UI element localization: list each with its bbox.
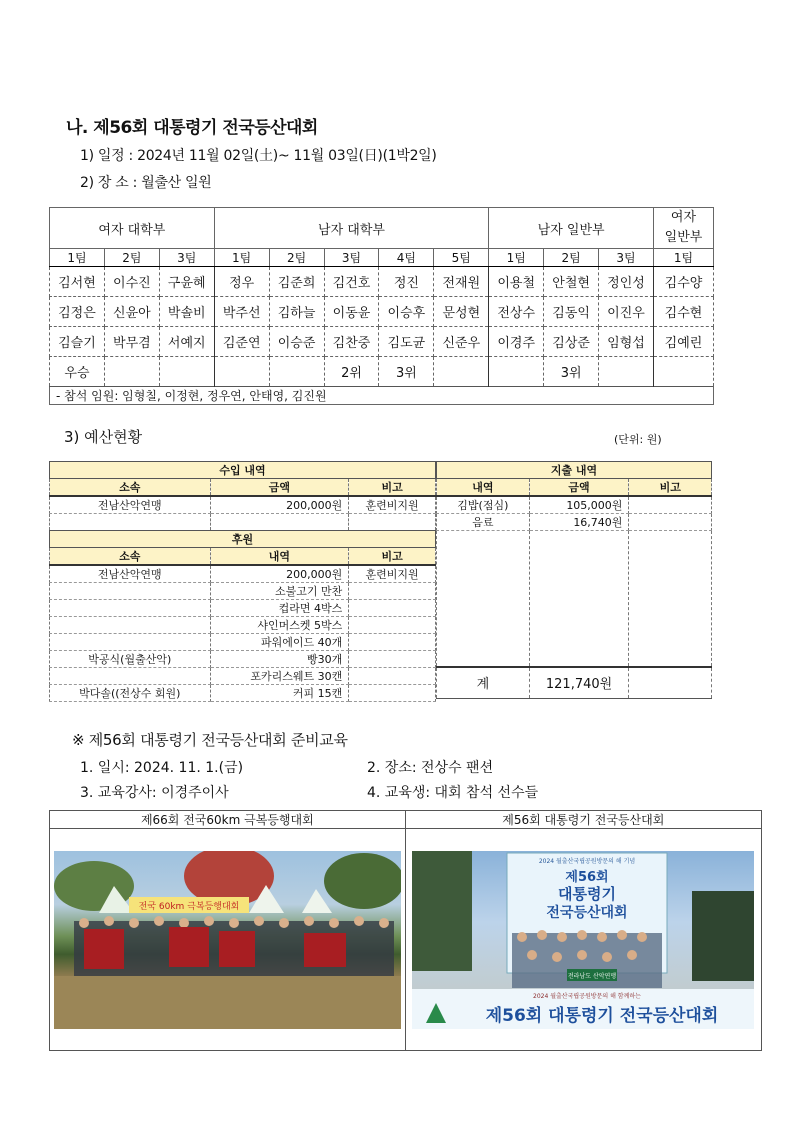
team-member-cell: 김찬중: [324, 327, 379, 357]
team-member-cell: 김도균: [379, 327, 434, 357]
expense-header-item: 내역: [437, 479, 530, 497]
expense-header-note: 비고: [629, 479, 712, 497]
expense-title: 지출 내역: [437, 462, 712, 479]
education-instructor: 3. 교육강사: 이경주이사: [80, 785, 229, 801]
team-roster-table: [49, 207, 714, 405]
team-member-cell: 김준연: [214, 327, 269, 357]
team-member-cell: 정진: [379, 267, 434, 297]
team-result-cell: 2위: [324, 357, 379, 387]
team-result-cell: [653, 357, 713, 387]
sponsor-row: 전남산악연맹 200,000원 훈련비지원: [50, 565, 436, 583]
sponsor-header-note: 비고: [349, 548, 436, 566]
sponsor-row: 파워에이드 40개: [50, 634, 436, 651]
schedule-line: 1) 일정 : 2024년 11월 02일(土)~ 11월 03일(日)(1박2일): [80, 148, 437, 164]
team-result-cell: 우승: [50, 357, 105, 387]
team-label: 1팀: [214, 249, 269, 267]
team-member-cell: 이용철: [489, 267, 544, 297]
team-label: 3팀: [159, 249, 214, 267]
group-women-univ: 여자 대학부: [50, 208, 215, 249]
team-label: 4팀: [379, 249, 434, 267]
team-member-cell: 김동익: [544, 297, 599, 327]
right-photo-illustration: [412, 851, 754, 1029]
right-sign-small-text: 2024 월출산국립공원방문의 해 기념: [539, 857, 636, 865]
education-place: 2. 장소: 전상수 팬션: [367, 760, 494, 776]
left-banner-text: 전국 60km 극복등행대회: [138, 901, 240, 912]
section-heading: 나. 제56회 대통령기 전국등산대회: [66, 118, 318, 138]
income-row: 전남산악연맹 200,000원 훈련비지원: [50, 496, 436, 514]
team-member-cell: 이승후: [379, 297, 434, 327]
right-sign-line2: 대통령기: [558, 884, 617, 903]
expense-table: [436, 461, 712, 699]
income-table: [49, 461, 436, 702]
team-member-cell: 정인성: [599, 267, 654, 297]
attending-officials-note: - 참석 임원: 임형칠, 이정현, 정우연, 안태영, 김진원: [50, 387, 714, 405]
team-label: 3팀: [599, 249, 654, 267]
group-men-general: 남자 일반부: [489, 208, 654, 249]
sponsor-row: 컵라면 4박스: [50, 600, 436, 617]
place-line: 2) 장 소 : 월출산 일원: [80, 175, 212, 191]
education-title: ※ 제56회 대통령기 전국등산대회 준비교육: [72, 731, 348, 749]
team-member-cell: 이진우: [599, 297, 654, 327]
team-member-cell: 김상준: [544, 327, 599, 357]
team-member-cell: 박무겸: [104, 327, 159, 357]
education-students: 4. 교육생: 대회 참석 선수들: [367, 785, 539, 801]
income-row: [50, 514, 436, 531]
team-member-cell: 서예지: [159, 327, 214, 357]
right-photo-group-image: [412, 851, 754, 1029]
team-result-cell: [269, 357, 324, 387]
team-member-cell: 김하늘: [269, 297, 324, 327]
left-photo-illustration: [54, 851, 401, 1029]
left-photo-group-image: [54, 851, 401, 1029]
team-member-cell: 박주선: [214, 297, 269, 327]
income-header-amount: 금액: [210, 479, 349, 497]
team-member-cell: 문성현: [434, 297, 489, 327]
team-member-row: [50, 357, 714, 387]
team-member-cell: 신윤아: [104, 297, 159, 327]
right-photo-caption: 제56회 대통령기 전국등산대회: [405, 811, 761, 829]
income-header-note: 비고: [349, 479, 436, 497]
team-member-cell: 김정은: [50, 297, 105, 327]
budget-title: 3) 예산현황: [64, 428, 143, 446]
income-title: 수입 내역: [50, 462, 436, 479]
group-women-general: 여자 일반부: [653, 208, 713, 249]
sponsor-header-detail: 내역: [210, 548, 349, 566]
expense-empty-area: [437, 531, 712, 667]
team-result-cell: [104, 357, 159, 387]
team-member-cell: 구윤혜: [159, 267, 214, 297]
team-member-cell: 김준희: [269, 267, 324, 297]
team-result-cell: 3위: [379, 357, 434, 387]
sponsor-row: 박공식(월출산악) 빵30개: [50, 651, 436, 668]
team-result-cell: [159, 357, 214, 387]
team-label: 1팀: [653, 249, 713, 267]
team-member-cell: 이승준: [269, 327, 324, 357]
team-result-cell: [434, 357, 489, 387]
team-member-cell: 김서현: [50, 267, 105, 297]
right-sign-line3: 전국등산대회: [546, 904, 628, 921]
income-header-affiliation: 소속: [50, 479, 211, 497]
expense-total-label: 계: [437, 667, 530, 699]
right-bottom-banner-text: 제56회 대통령기 전국등산대회: [486, 1005, 719, 1026]
sponsor-row: 박다솔((전상수 회원) 커피 15캔: [50, 685, 436, 702]
expense-total-row: [437, 667, 712, 699]
team-member-cell: 김수현: [653, 297, 713, 327]
team-member-row: [50, 267, 714, 297]
team-label: 2팀: [104, 249, 159, 267]
team-member-cell: 김수양: [653, 267, 713, 297]
left-photo-caption: 제66회 전국60km 극복등행대회: [50, 811, 406, 829]
right-bottom-small-text: 2024 월출산국립공원방문의 해 함께하는: [533, 992, 642, 1000]
team-label: 2팀: [269, 249, 324, 267]
right-sign-line1: 제56회: [565, 869, 609, 885]
team-member-row: [50, 327, 714, 357]
sponsor-title: 후원: [50, 531, 436, 548]
team-member-cell: 안철현: [544, 267, 599, 297]
photo-table: [49, 810, 762, 1051]
team-member-cell: 김슬기: [50, 327, 105, 357]
team-member-cell: 김건호: [324, 267, 379, 297]
team-label: 3팀: [324, 249, 379, 267]
team-member-row: [50, 297, 714, 327]
team-member-cell: 임형섭: [599, 327, 654, 357]
team-member-cell: 전상수: [489, 297, 544, 327]
team-member-cell: 이수진: [104, 267, 159, 297]
team-member-cell: 김예린: [653, 327, 713, 357]
team-result-cell: [214, 357, 269, 387]
team-member-cell: 박솔비: [159, 297, 214, 327]
expense-row: 음료 16,740원: [437, 514, 712, 531]
team-result-cell: 3위: [544, 357, 599, 387]
sponsor-header-affiliation: 소속: [50, 548, 211, 566]
expense-header-amount: 금액: [529, 479, 629, 497]
team-result-cell: [489, 357, 544, 387]
team-member-cell: 전재원: [434, 267, 489, 297]
team-label: 1팀: [489, 249, 544, 267]
expense-total-amount: 121,740원: [529, 667, 629, 699]
team-label: 2팀: [544, 249, 599, 267]
group-men-univ: 남자 대학부: [214, 208, 489, 249]
team-member-cell: 이경주: [489, 327, 544, 357]
budget-unit: (단위: 원): [614, 433, 662, 446]
team-member-cell: 이동윤: [324, 297, 379, 327]
team-label: 1팀: [50, 249, 105, 267]
team-member-cell: 정우: [214, 267, 269, 297]
team-result-cell: [599, 357, 654, 387]
expense-row: 김밥(점심) 105,000원: [437, 496, 712, 514]
sponsor-row: 샤인머스켓 5박스: [50, 617, 436, 634]
right-team-banner-text: 전라남도 산악연맹: [568, 972, 617, 980]
team-label: 5팀: [434, 249, 489, 267]
education-date: 1. 일시: 2024. 11. 1.(금): [80, 760, 244, 776]
sponsor-row: 소불고기 만찬: [50, 583, 436, 600]
team-member-cell: 신준우: [434, 327, 489, 357]
sponsor-row: 포카리스웨트 30캔: [50, 668, 436, 685]
